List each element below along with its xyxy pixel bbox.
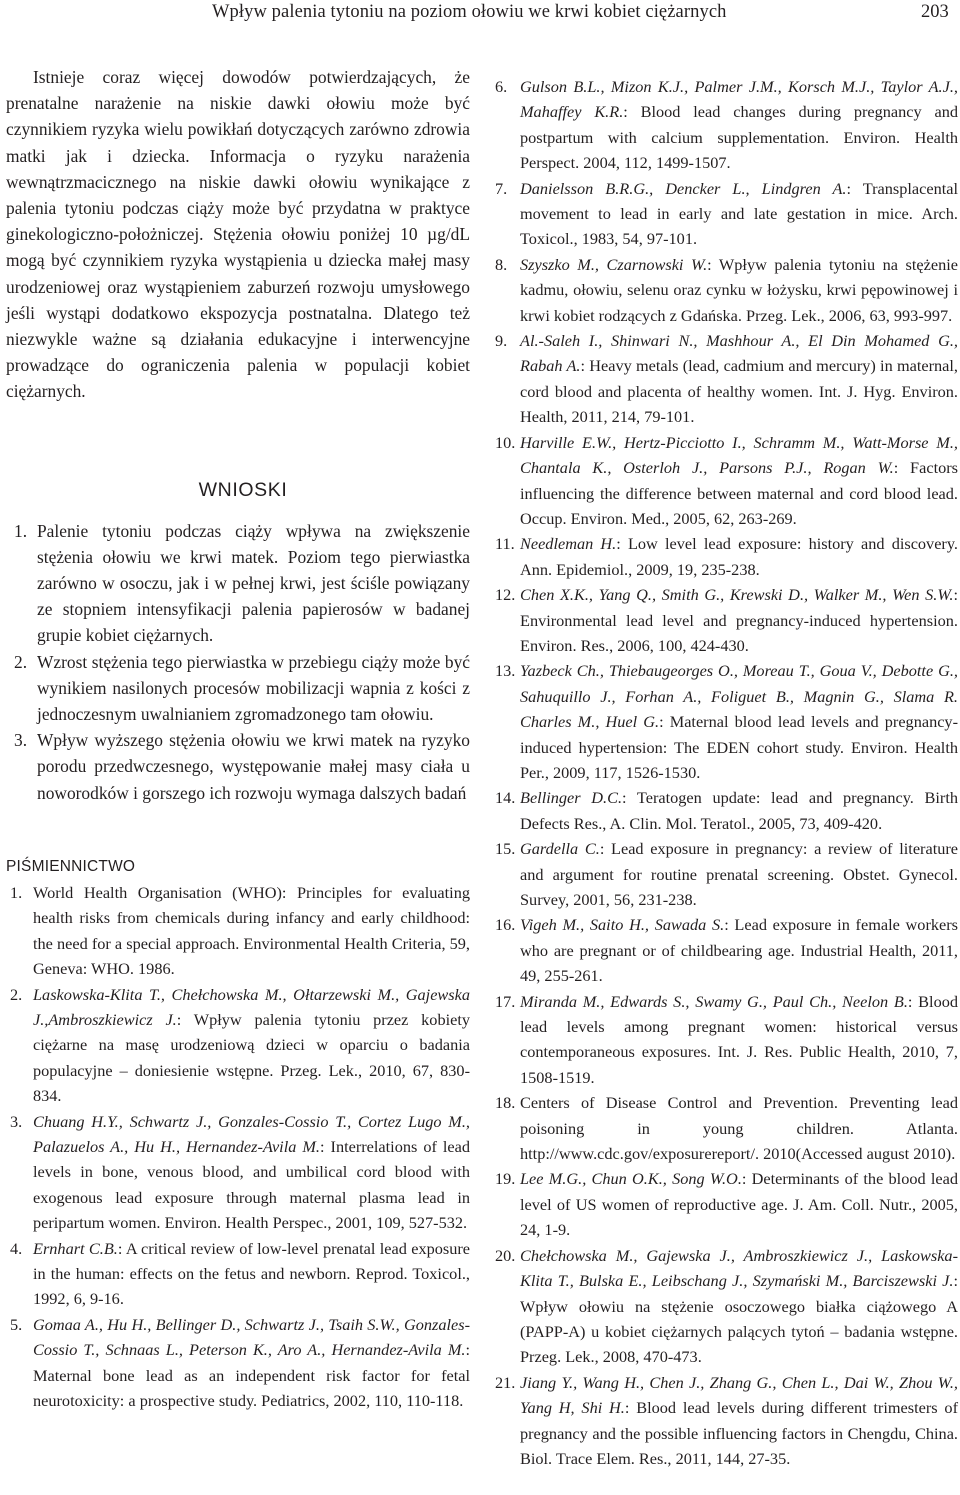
reference-text: : Determinants of the blood lead level of US women of reproductive age. J. Am. Coll. Nutr., 2005, 24, 1-9. bbox=[520, 1169, 958, 1240]
reference-number: 12. bbox=[495, 585, 516, 605]
reference-item bbox=[495, 1243, 958, 1370]
reference-number: 2. bbox=[10, 984, 23, 1004]
reference-text: : A critical review of low-level prenatal lead exposure in the human: effects on the fetus and newborn. Reprod. Toxicol., 1992, 6, 9-16. bbox=[33, 1238, 470, 1309]
reference-item bbox=[495, 785, 958, 836]
reference-item bbox=[495, 912, 958, 988]
running-title: Wpływ palenia tytoniu na poziom ołowiu we krwi kobiet ciężarnych bbox=[212, 2, 727, 22]
reference-authors: Gulson B.L., Mizon K.J., Palmer J.M., Korsch M.J., Taylor A.J., Mahaffey K.R. bbox=[520, 77, 958, 122]
reference-item bbox=[495, 1090, 958, 1166]
reference-text: : Wpływ palenia tytoniu przez kobiety ciężarne na masę urodzeniową dzieci w oparciu o badania populacyjne – doniesienie wstępne. Przeg. Lek., 2010, 67, 830-834. bbox=[33, 1009, 470, 1106]
reference-authors: Needleman H. bbox=[520, 534, 617, 554]
reference-item bbox=[495, 582, 958, 658]
reference-number: 21. bbox=[495, 1372, 516, 1392]
conclusion-item bbox=[6, 727, 470, 806]
references-heading: PIŚMIENNICTWO bbox=[6, 857, 136, 875]
reference-authors: Vigeh M., Saito H., Sawada S. bbox=[520, 915, 725, 935]
conclusions-list bbox=[6, 518, 470, 806]
reference-text: : Factors influencing the difference between maternal and cord blood lead. Occup. Environ. Med., 2005, 62, 263-269. bbox=[520, 458, 958, 528]
conclusions-heading: WNIOSKI bbox=[198, 478, 288, 501]
reference-item bbox=[6, 1236, 470, 1312]
reference-number: 5. bbox=[10, 1314, 23, 1334]
reference-text: : Blood lead changes during pregnancy and postpartum with calcium supplementation. Environ. Health Perspect. 2004, 112, 1499-1507. bbox=[520, 102, 959, 173]
reference-item bbox=[495, 176, 958, 252]
reference-authors: Yazbeck Ch., Thiebaugeorges O., Moreau T., Goua V., Debotte G., Sahuquillo J., Forhan A., Foliguet B., Magnin G., Slama R. Charles M., Huel G. bbox=[520, 661, 958, 732]
reference-authors: Jiang Y., Wang H., Chen J., Zhang G., Chen L., Dai W., Zhou W., Yang H, Shi H. bbox=[520, 1372, 958, 1418]
reference-text: : Wpływ palenia tytoniu na stężenie kadmu, ołowiu, selenu oraz cynku w łożysku, krwi pępowinowej i krwi kobiet rodzących z Gdańska. Przeg. Lek., 2006, 63, 993-997. bbox=[520, 254, 958, 325]
reference-text: : Low level lead exposure: history and discovery. Ann. Epidemiol., 2009, 19, 235-238. bbox=[520, 534, 959, 579]
reference-item bbox=[495, 1370, 958, 1472]
reference-text: : Blood lead levels among pregnant women: historical versus contemporaneous exposures. Int. J. Res. Public Health, 2010, 7, 1508-1519. bbox=[520, 991, 958, 1087]
reference-number: 10. bbox=[495, 432, 516, 452]
conclusion-number: 2. bbox=[14, 651, 28, 672]
reference-number: 11. bbox=[495, 534, 515, 554]
reference-text: : Lead exposure in female workers who are pregnant or of childbearing age. Industrial Health, 2011, 49, 255-261. bbox=[520, 915, 958, 986]
reference-text: Centers of Disease Control and Prevention. Preventing lead poisoning in young children. Atlanta. http://www.cdc.gov/exposurereport/. 2010(Accessed august 2010). bbox=[520, 1093, 958, 1164]
reference-item bbox=[495, 328, 958, 430]
reference-number: 16. bbox=[495, 915, 516, 935]
reference-number: 9. bbox=[495, 331, 508, 351]
reference-text: : Lead exposure in pregnancy: a review of literature and argument for routine prenatal screening. Obstet. Gynecol. Survey, 2001, 56, 231-238. bbox=[520, 839, 959, 909]
reference-authors: Gardella C. bbox=[520, 839, 600, 859]
reference-text: : Maternal bone lead as an independent risk factor for fetal neurotoxicity: a prospective study. Pediatrics, 2002, 110, 110-118. bbox=[33, 1340, 470, 1410]
reference-authors: Laskowska-Klita T., Chełchowska M., Ołtarzewski M., Gajewska J.,Ambroszkiewicz J. bbox=[33, 984, 470, 1029]
reference-number: 17. bbox=[495, 991, 516, 1011]
intro-paragraph: Istnieje coraz więcej dowodów potwierdzających, że prenatalne narażenie na niskie dawki ołowiu może być czynnikiem ryzyka wielu powikłań dotyczących zarówno zdrowia matki jak i dziecka. Informacja o ryzyku narażenia wewnątrzmacicznego na niskie dawki ołowiu wynikające z palenia tytoniu podczas ciąży może być przydatna w praktyce ginekologiczno-położniczej. Stężenia ołowiu poniżej 10 µg/dL mogą być czynnikiem ryzyka wystąpienia u dziecka małej masy urodzeniowej oraz wystąpieniem zaburzeń rozwoju umysłowego jeśli wystąpi dodatkowo ekspozycja postnatalna. Dlatego też niezwykle ważne są działania edukacyjne i interwencyjne prowadzące do ograniczenia palenia w populacji kobiet ciężarnych. bbox=[6, 67, 470, 402]
reference-item bbox=[495, 1166, 958, 1242]
conclusion-text: Wzrost stężenia tego pierwiastka w przebiegu ciąży może być wynikiem nasilonych procesów mobilizacji wapnia z kości z jednoczesnym uwalnianiem zgromadzonego tam ołowiu. bbox=[37, 651, 470, 725]
reference-number: 7. bbox=[495, 178, 508, 198]
conclusion-item bbox=[6, 518, 470, 649]
reference-number: 3. bbox=[10, 1111, 23, 1131]
reference-text: World Health Organisation (WHO): Principles for evaluating health risks from chemicals during infancy and early childhood: the need for a special approach. Environmental Health Criteria, 59, Geneva: WHO. 1986. bbox=[33, 882, 470, 979]
reference-text: : Heavy metals (lead, cadmium and mercury) in maternal, cord blood and placenta of healthy women. Int. J. Hyg. Environ. Health, 2011, 214, 79-101. bbox=[520, 356, 958, 427]
reference-number: 14. bbox=[495, 788, 516, 808]
reference-number: 19. bbox=[495, 1169, 516, 1189]
reference-text: : Environmental lead level and pregnancy-induced hypertension. Environ. Res., 2006, 100, 424-430. bbox=[520, 585, 958, 655]
reference-number: 8. bbox=[495, 254, 508, 274]
reference-authors: Szyszko M., Czarnowski W. bbox=[520, 254, 708, 274]
conclusion-item bbox=[6, 649, 470, 728]
reference-item bbox=[6, 880, 470, 982]
reference-item bbox=[6, 1109, 470, 1236]
reference-item bbox=[495, 989, 958, 1091]
reference-text: : Wpływ ołowiu na stężenie osoczowego białka ciążowego A (PAPP-A) u kobiet ciężarnych palących tytoń – badania wstępne. Przeg. Lek., 2008, 470-473. bbox=[520, 1271, 958, 1367]
reference-number: 1. bbox=[10, 882, 23, 902]
reference-authors: Gomaa A., Hu H., Bellinger D., Schwartz J., Tsaih S.W., Gonzales-Cossio T., Schnaas L., Peterson K., Aro A., Hernandez-Avila M. bbox=[33, 1314, 470, 1360]
reference-item bbox=[6, 1312, 470, 1414]
reference-authors: Al.-Saleh I., Shinwari N., Mashhour A., El Din Mohamed G., Rabah A. bbox=[520, 331, 958, 376]
conclusion-text: Wpływ wyższego stężenia ołowiu we krwi matek na ryzyko porodu przedwczesnego, występowanie małej masy ciała u noworodków i gorszego ich rozwoju wymaga dalszych badań bbox=[37, 730, 470, 803]
references-list-right bbox=[495, 74, 958, 1471]
reference-text: : Maternal blood lead levels and pregnancy-induced hypertension: The EDEN cohort study. Environ. Health Per., 2009, 117, 1526-1530. bbox=[520, 712, 958, 782]
reference-item bbox=[6, 982, 470, 1109]
reference-authors: Ernhart C.B. bbox=[33, 1238, 118, 1258]
reference-number: 6. bbox=[495, 77, 508, 96]
reference-item bbox=[495, 430, 958, 532]
reference-authors: Harville E.W., Hertz-Picciotto I., Schramm M., Watt-Morse M., Chantala K., Osterloh J., Parsons P.J., Rogan W. bbox=[520, 432, 958, 478]
reference-number: 15. bbox=[495, 839, 516, 859]
reference-authors: Chuang H.Y., Schwartz J., Gonzales-Cossio T., Cortez Lugo M., Palazuelos A., Hu H., Hernandez-Avila M. bbox=[33, 1111, 470, 1156]
left-column bbox=[6, 64, 470, 1413]
conclusion-number: 3. bbox=[14, 730, 28, 751]
conclusion-number: 1. bbox=[14, 520, 28, 541]
reference-item bbox=[495, 531, 958, 582]
reference-item bbox=[495, 252, 958, 328]
reference-item bbox=[495, 658, 958, 785]
reference-authors: Bellinger D.C. bbox=[520, 788, 623, 808]
running-header bbox=[0, 0, 960, 30]
reference-authors: Chen X.K., Yang Q., Smith G., Krewski D., Walker M., Wen S.W. bbox=[520, 585, 954, 605]
reference-authors: Lee M.G., Chun O.K., Song W.O. bbox=[520, 1169, 742, 1189]
conclusion-text: Palenie tytoniu podczas ciąży wpływa na zwiększenie stężenia ołowiu we krwi matek. Poziom tego pierwiastka zarówno w osoczu, jak i w pełnej krwi, jest ściśle powiązany ze stopniem intensyfikacji palenia papierosów w badanej grupie kobiet ciężarnych. bbox=[37, 520, 470, 646]
references-list-left bbox=[6, 880, 470, 1414]
reference-authors: Miranda M., Edwards S., Swamy G., Paul Ch., Neelon B. bbox=[520, 991, 908, 1011]
reference-text: : Blood lead levels during different trimesters of pregnancy and the possible influencing factors in Chengdu, China. Biol. Trace Elem. Res., 2011, 144, 27-35. bbox=[520, 1398, 958, 1468]
reference-item bbox=[495, 74, 958, 176]
reference-text: : Teratogen update: lead and pregnancy. Birth Defects Res., A. Clin. Mol. Teratol., 2005, 73, 409-420. bbox=[520, 788, 958, 833]
page-number: 203 bbox=[921, 2, 949, 22]
reference-text: : Transplacental movement to lead in early and late gestation in mice. Arch. Toxicol., 1983, 54, 97-101. bbox=[520, 178, 958, 249]
reference-number: 4. bbox=[10, 1238, 23, 1258]
reference-number: 20. bbox=[495, 1245, 516, 1265]
reference-item bbox=[495, 836, 958, 912]
right-column bbox=[495, 74, 958, 1471]
reference-number: 18. bbox=[495, 1093, 516, 1113]
reference-text: : Interrelations of lead levels in bone, venous blood, and umbilical cord blood with exogenous lead exposure through maternal plasma lead in peripartum women. Environ. Health Perspec., 2001, 109, 527-532. bbox=[33, 1136, 470, 1233]
reference-authors: Danielsson B.R.G., Dencker L., Lindgren A. bbox=[520, 178, 847, 198]
reference-number: 13. bbox=[495, 661, 516, 681]
reference-authors: Chełchowska M., Gajewska J., Ambroszkiewicz J., Laskowska-Klita T., Bulska E., Leibschang J., Szymański M., Barciszewski J. bbox=[520, 1245, 958, 1291]
